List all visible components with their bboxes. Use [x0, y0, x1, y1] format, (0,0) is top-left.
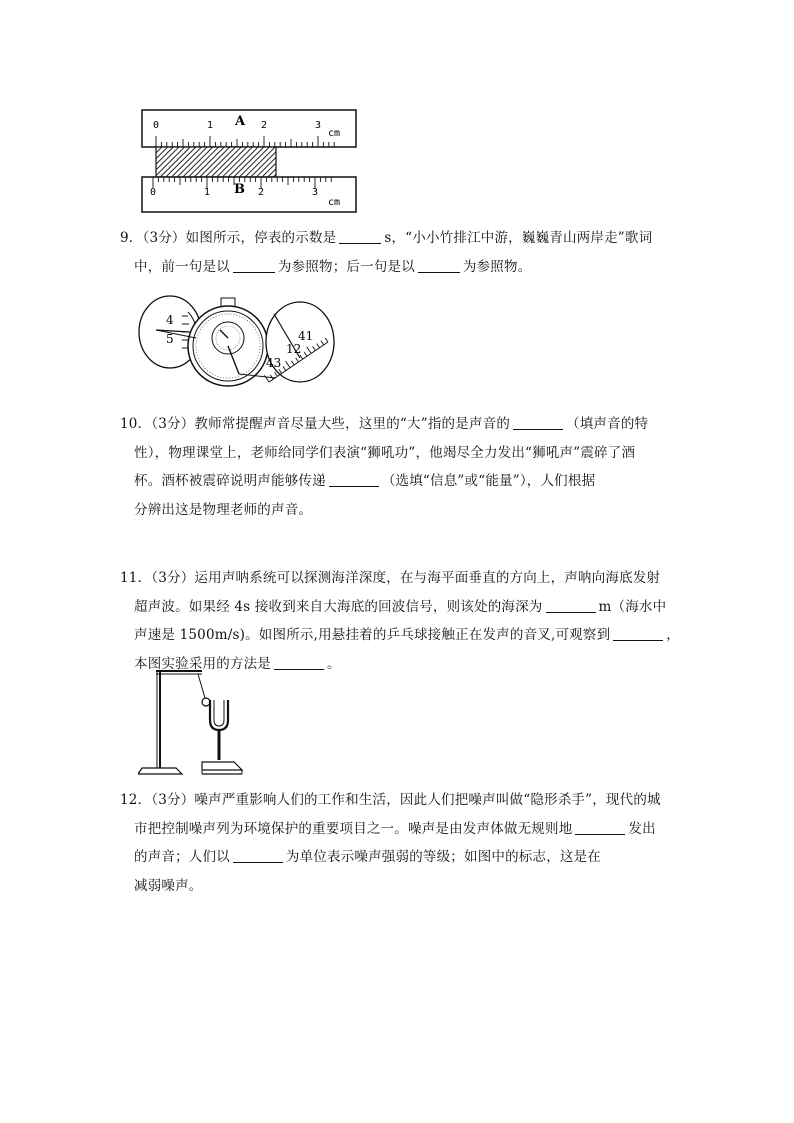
q12-number: 12．（3分）	[120, 792, 195, 808]
question-10	[120, 410, 680, 524]
right-label-12: 12	[286, 342, 302, 356]
ruler-a-num-3: 3	[315, 120, 322, 131]
q10-text-3b: （选填“信息”或“能量”），人们根据	[381, 473, 596, 489]
question-12	[120, 786, 680, 900]
ruler-b-letter: B	[234, 182, 245, 197]
left-label-5: 5	[166, 332, 174, 346]
q10-text-1b: （填声音的特	[566, 416, 649, 432]
q9-blank-1[interactable]	[339, 229, 381, 244]
q9-text-2b: 为参照物；后一句是以	[277, 258, 415, 275]
ruler-a-num-2: 2	[261, 120, 268, 131]
ruler-a-num-1: 1	[207, 120, 214, 131]
question-9	[120, 224, 680, 281]
q12-text-3b: 为单位表示噪声强弱的等级；如图中的标志，这是在	[285, 849, 602, 865]
q11-text-2b: m（海水中	[598, 598, 667, 615]
ruler-b	[142, 177, 356, 212]
q11-blank-2[interactable]	[613, 626, 663, 641]
q12-text-2b: 发出	[628, 820, 656, 837]
q10-blank-1[interactable]	[513, 415, 563, 430]
ruler-a	[142, 110, 356, 147]
ruler-a-letter: A	[235, 114, 246, 129]
right-label-43: 43	[266, 356, 282, 370]
q12-blank-2[interactable]	[233, 848, 283, 863]
stand	[138, 670, 202, 774]
ping-pong-ball	[198, 674, 210, 706]
left-label-4: 4	[166, 313, 174, 327]
q10-text-1a: 教师常提醒声音尽量大些，这里的“大”指的是声音的	[194, 416, 511, 432]
q9-blank-2[interactable]	[233, 258, 275, 273]
q10-blank-2[interactable]	[329, 472, 379, 487]
q11-text-2a: 超声波。如果经 4s 接收到来自大海底的回波信号，则该处的海深为	[134, 598, 543, 615]
right-magnifier	[265, 302, 334, 382]
q10-text-4: 分辨出这是物理老师的声音。	[134, 501, 313, 518]
ruler-figure	[138, 108, 360, 214]
q12-text-4: 减弱噪声。	[134, 877, 203, 894]
question-11	[120, 564, 680, 678]
q9-text-1b: s，“小小竹排江中游，巍巍青山两岸走”歌词	[384, 230, 653, 246]
q12-text-3a: 的声音；人们以	[134, 849, 230, 865]
ruler-b-num-0: 0	[150, 187, 157, 198]
tuning-fork	[202, 700, 242, 774]
q12-text-1: 噪声严重影响人们的工作和生活，因此人们把噪声叫做“隐形杀手”，现代的城	[194, 792, 661, 808]
q11-text-4a: 本图实验采用的方法是	[134, 655, 271, 672]
q12-blank-1[interactable]	[575, 820, 625, 835]
q10-number: 10．（3分）	[120, 416, 195, 432]
ruler-b-num-3: 3	[312, 187, 319, 198]
q11-text-1: 运用声呐系统可以探测海洋深度，在与海平面垂直的方向上，声呐向海底发射	[194, 570, 661, 586]
ruler-b-num-2: 2	[258, 187, 265, 198]
q11-blank-1[interactable]	[546, 598, 596, 613]
ruler-b-num-1: 1	[204, 187, 211, 198]
q11-blank-3[interactable]	[274, 655, 324, 670]
q10-text-2: 性），物理课堂上，老师给同学们表演“狮吼功”，他竭尽全力发出“狮吼声”震碎了酒	[134, 444, 636, 461]
q9-text-2c: 为参照物。	[462, 258, 532, 275]
dial-tick	[275, 372, 278, 376]
dial-tick	[265, 375, 269, 382]
ruler-a-unit: cm	[328, 128, 341, 139]
stopwatch-figure	[136, 294, 346, 394]
q9-text-2a: 中，前一句是以	[134, 258, 230, 275]
q10-text-3a: 杯。酒杯被震碎说明声能够传递	[134, 473, 326, 489]
right-label-41: 41	[298, 329, 314, 343]
q11-text-3b: ，	[666, 627, 680, 643]
q11-number: 11．（3分）	[120, 570, 195, 586]
q9-text-1a: 如图所示，停表的示数是	[185, 230, 337, 246]
q9-blank-3[interactable]	[418, 258, 460, 273]
ruler-a-num-0: 0	[153, 120, 160, 131]
q12-text-2a: 市把控制噪声列为环境保护的重要项目之一。噪声是由发声体做无规则地	[134, 820, 573, 837]
ruler-b-unit: cm	[328, 197, 341, 208]
q11-text-3a: 声速是 1500m/s)。如图所示,用悬挂着的乒乓球接触正在发声的音叉,可观察到	[134, 627, 611, 643]
q11-text-4b: 。	[327, 655, 341, 672]
measured-object	[156, 147, 276, 177]
tuning-fork-figure	[138, 662, 272, 778]
q9-number: 9．（3分）	[120, 230, 186, 246]
